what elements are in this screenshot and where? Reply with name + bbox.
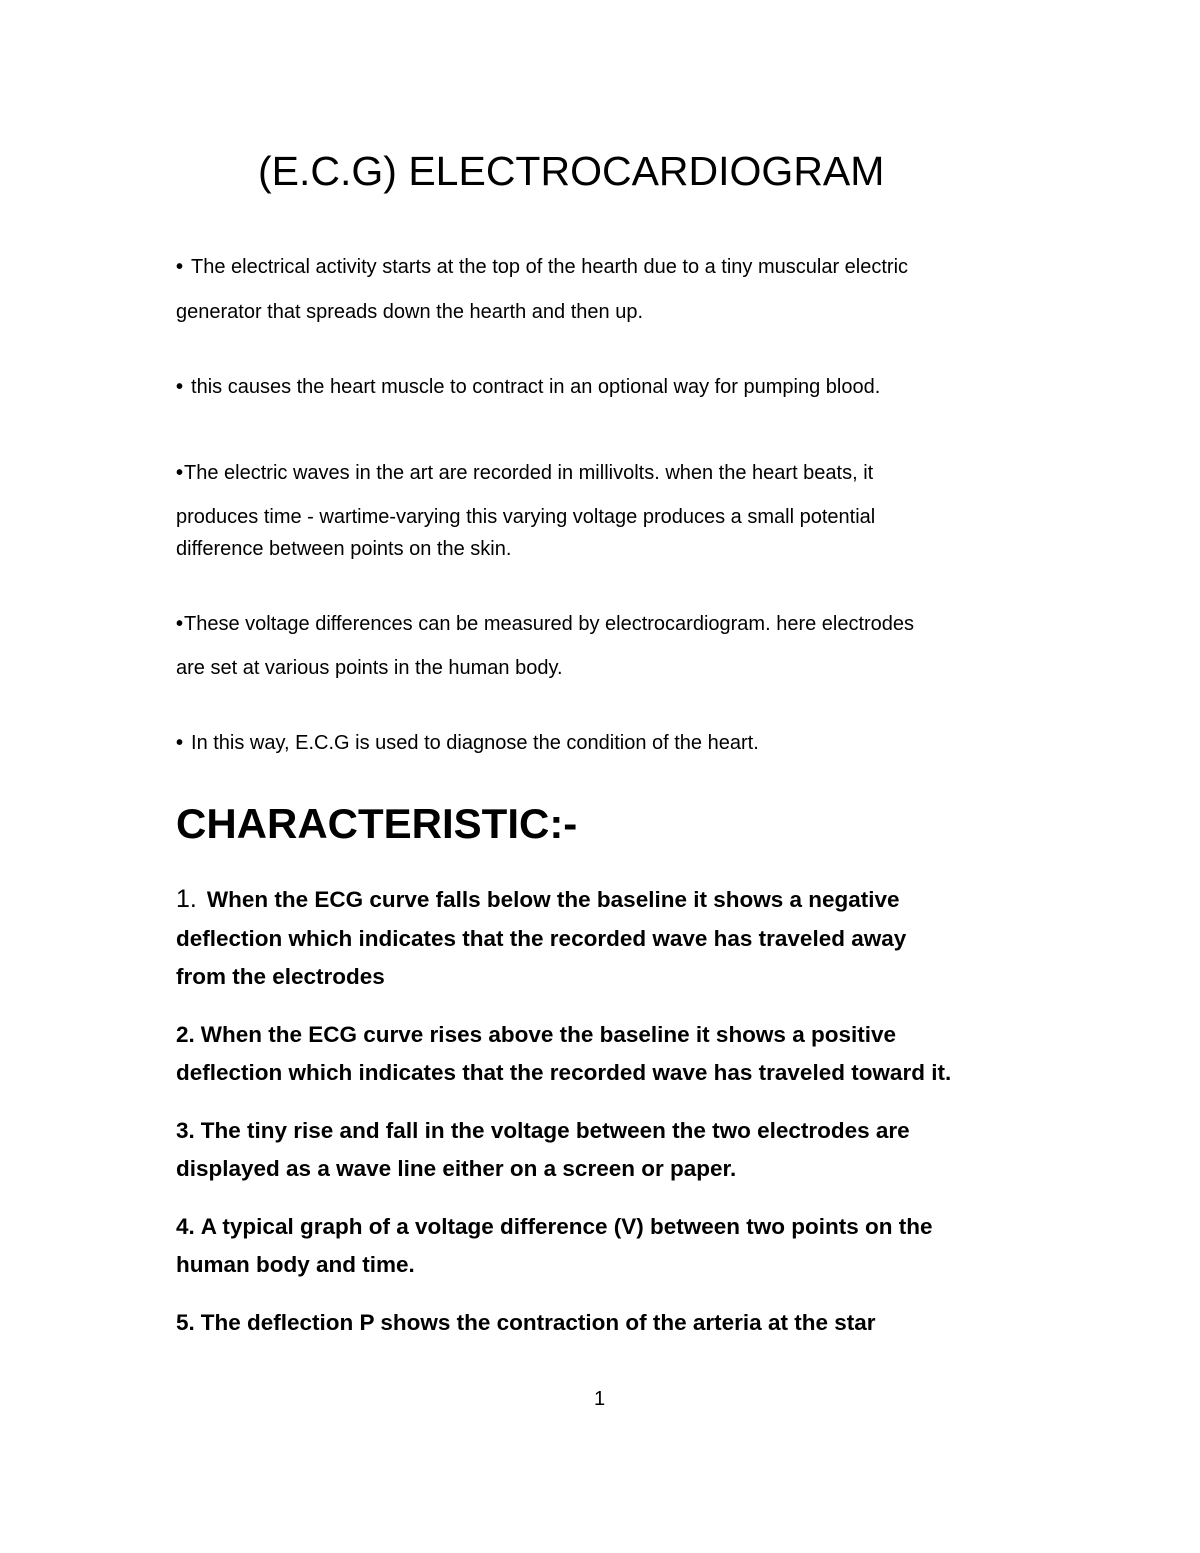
numbered-item — [176, 1022, 896, 1048]
bullet-text-continuation: difference between points on the skin. — [176, 538, 512, 560]
bullet-icon: • — [176, 732, 184, 754]
bullet-item — [176, 613, 914, 636]
bullet-item — [176, 462, 873, 485]
item-text-continuation: deflection which indicates that the recorded wave has traveled away — [176, 926, 907, 951]
numbered-item — [176, 885, 900, 914]
bullet-icon: • — [176, 462, 184, 484]
item-number: 4. — [176, 1214, 195, 1239]
numbered-item — [176, 1118, 910, 1144]
bullet-text-continuation: produces time - wartime-varying this varying voltage produces a small potential — [176, 506, 876, 528]
page-title: (E.C.G) ELECTROCARDIOGRAM — [258, 148, 885, 194]
bullet-text: The electric waves in the art are recorded in millivolts. when the heart beats, it — [184, 462, 874, 484]
section-heading: CHARACTERISTIC:- — [176, 800, 578, 847]
item-text-continuation: deflection which indicates that the recorded wave has traveled toward it. — [176, 1060, 952, 1085]
bullet-text: The electrical activity starts at the top of the hearth due to a tiny muscular electric — [191, 256, 909, 278]
numbered-item — [176, 1310, 875, 1336]
bullet-icon: • — [176, 613, 184, 635]
bullet-text-continuation: generator that spreads down the hearth and then up. — [176, 301, 644, 323]
numbered-item — [176, 1214, 933, 1240]
page-number: 1 — [594, 1388, 606, 1410]
bullet-text: In this way, E.C.G is used to diagnose the condition of the heart. — [191, 732, 759, 754]
bullet-item — [176, 376, 880, 399]
item-text: A typical graph of a voltage difference (V) between two points on the — [200, 1214, 933, 1239]
item-text: The deflection P shows the contraction of the arteria at the star — [200, 1310, 876, 1335]
bullet-icon: • — [176, 256, 184, 278]
item-text: When the ECG curve falls below the baseline it shows a negative — [206, 887, 900, 912]
bullet-item — [176, 732, 759, 755]
item-text-continuation: displayed as a wave line either on a screen or paper. — [176, 1156, 737, 1181]
item-text-continuation: human body and time. — [176, 1252, 415, 1277]
bullet-icon: • — [176, 376, 184, 398]
item-text: The tiny rise and fall in the voltage between the two electrodes are — [200, 1118, 910, 1143]
item-number: 2. — [176, 1022, 195, 1047]
bullet-text: this causes the heart muscle to contract in an optional way for pumping blood. — [191, 376, 881, 398]
bullet-text: These voltage differences can be measured by electrocardiogram. here electrodes — [184, 613, 915, 635]
bullet-item — [176, 256, 908, 279]
item-text: When the ECG curve rises above the baseline it shows a positive — [200, 1022, 896, 1047]
bullet-text-continuation: are set at various points in the human body. — [176, 657, 563, 679]
item-number: 5. — [176, 1310, 195, 1335]
item-text-continuation: from the electrodes — [176, 964, 385, 989]
item-number: 1. — [176, 885, 197, 913]
item-number: 3. — [176, 1118, 195, 1143]
